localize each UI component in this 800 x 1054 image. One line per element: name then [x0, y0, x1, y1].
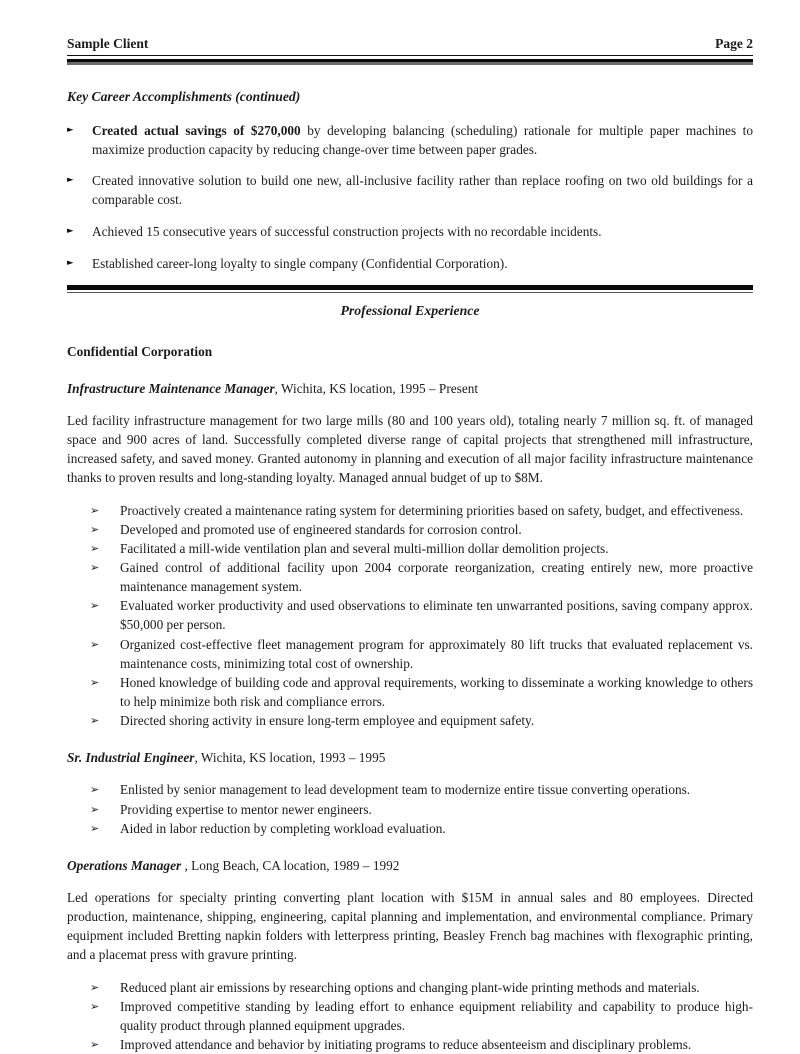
- bullet-text: Providing expertise to mentor newer engineers.: [120, 800, 753, 819]
- list-item: [67, 171, 753, 209]
- list-item: [67, 780, 753, 799]
- arrowhead-bullet-icon: ➢: [90, 711, 120, 730]
- list-item: [67, 673, 753, 711]
- bullet-text: Evaluated worker productivity and used observations to eliminate ten unwarranted positions, saving company approx. $50,000 per person.: [120, 596, 753, 634]
- list-item: [67, 711, 753, 730]
- role-meta: , Wichita, KS location, 1995 – Present: [275, 381, 478, 396]
- list-item: [67, 558, 753, 596]
- bullet-text: Improved attendance and behavior by initiating programs to reduce absenteeism and disciplinary problems.: [120, 1035, 753, 1054]
- arrowhead-bullet-icon: ➢: [90, 673, 120, 711]
- arrowhead-bullet-icon: ➢: [90, 978, 120, 997]
- bullet-bold-lead: Created actual savings of $270,000: [92, 123, 301, 138]
- bullet-text: Gained control of additional facility upon 2004 corporate reorganization, creating entirely new, more proactive maintenance management system.: [120, 558, 753, 596]
- arrowhead-bullet-icon: ➢: [90, 539, 120, 558]
- triangle-bullet-icon: ►: [67, 121, 92, 159]
- role-bullet-list: [67, 978, 753, 1054]
- bullet-text: Honed knowledge of building code and approval requirements, working to disseminate a working knowledge to others to help minimize both risk and compliance errors.: [120, 673, 753, 711]
- header-page-number: Page 2: [715, 34, 753, 53]
- bullet-text: Developed and promoted use of engineered standards for corrosion control.: [120, 520, 753, 539]
- role-summary: Led facility infrastructure management for two large mills (80 and 100 years old), totaling nearly 7 million sq. ft. of managed space and 900 acres of land. Successfully completed diverse range of capital projects that strengthened mill infrastructure, increased safety, and saved money. Granted autonomy in planning and execution of all major facility infrastructure maintenance thanks to proven results and long-standing loyalty. Managed annual budget of up to $8M.: [67, 411, 753, 488]
- section-separator: [67, 285, 753, 293]
- role-title: Infrastructure Maintenance Manager: [67, 381, 275, 396]
- bullet-text: Improved competitive standing by leading effort to enhance equipment reliability and capability to produce high-quality product through planned equipment upgrades.: [120, 997, 753, 1035]
- arrowhead-bullet-icon: ➢: [90, 635, 120, 673]
- list-item: [67, 121, 753, 159]
- header-rule-thin: [67, 55, 753, 56]
- arrowhead-bullet-icon: ➢: [90, 520, 120, 539]
- list-item: [67, 800, 753, 819]
- bullet-text: Created innovative solution to build one new, all-inclusive facility rather than replace roofing on two old buildings for a comparable cost.: [92, 171, 753, 209]
- bullet-text: Achieved 15 consecutive years of successful construction projects with no recordable incidents.: [92, 222, 753, 241]
- accomplishments-list: [67, 121, 753, 273]
- list-item: [67, 539, 753, 558]
- bullet-rest: by developing balancing (scheduling) rationale for multiple paper machines to maximize production capacity by reducing change-over time between paper grades.: [92, 123, 753, 157]
- arrowhead-bullet-icon: ➢: [90, 501, 120, 520]
- role-title: Sr. Industrial Engineer: [67, 750, 194, 765]
- header-rule-thick: [67, 59, 753, 65]
- role-heading: [67, 856, 753, 875]
- arrowhead-bullet-icon: ➢: [90, 780, 120, 799]
- role-bullet-list: [67, 780, 753, 837]
- triangle-bullet-icon: ►: [67, 254, 92, 273]
- role-summary: Led operations for specialty printing converting plant location with $15M in annual sales and 80 employees. Directed production, maintenance, shipping, engineering, capital planning and implementation, and environmental compliance. Primary equipment included Bretting napkin folders with letterpress printing, Beasley French bag machines with flexographic printing, and a placemat press with gravure printing.: [67, 888, 753, 965]
- bullet-text: Facilitated a mill-wide ventilation plan and several multi-million dollar demolition projects.: [120, 539, 753, 558]
- role-bullet-list: [67, 501, 753, 731]
- arrowhead-bullet-icon: ➢: [90, 596, 120, 634]
- list-item: [67, 520, 753, 539]
- arrowhead-bullet-icon: ➢: [90, 558, 120, 596]
- company-name: Confidential Corporation: [67, 342, 753, 361]
- experience-heading: Professional Experience: [67, 301, 753, 321]
- bullet-text: Aided in labor reduction by completing workload evaluation.: [120, 819, 753, 838]
- list-item: [67, 596, 753, 634]
- arrowhead-bullet-icon: ➢: [90, 819, 120, 838]
- list-item: [67, 222, 753, 241]
- triangle-bullet-icon: ►: [67, 171, 92, 209]
- bullet-text: [92, 121, 753, 159]
- separator-thick-rule: [67, 285, 753, 290]
- role-heading: [67, 379, 753, 398]
- page-header: [67, 34, 753, 53]
- bullet-text: Directed shoring activity in ensure long-term employee and equipment safety.: [120, 711, 753, 730]
- arrowhead-bullet-icon: ➢: [90, 997, 120, 1035]
- list-item: [67, 501, 753, 520]
- accomplishments-heading: Key Career Accomplishments (continued): [67, 87, 753, 107]
- list-item: [67, 978, 753, 997]
- list-item: [67, 635, 753, 673]
- bullet-text: Proactively created a maintenance rating system for determining priorities based on safety, budget, and effectiveness.: [120, 501, 753, 520]
- role-meta: , Long Beach, CA location, 1989 – 1992: [184, 858, 399, 873]
- bullet-text: Enlisted by senior management to lead development team to modernize entire tissue converting operations.: [120, 780, 753, 799]
- role-heading: [67, 748, 753, 767]
- bullet-text: Organized cost-effective fleet management program for approximately 80 lift trucks that evaluated replacement vs. maintenance costs, minimizing total cost of ownership.: [120, 635, 753, 673]
- bullet-text: Reduced plant air emissions by researching options and changing plant-wide printing methods and materials.: [120, 978, 753, 997]
- arrowhead-bullet-icon: ➢: [90, 1035, 120, 1054]
- list-item: [67, 254, 753, 273]
- role-meta: , Wichita, KS location, 1993 – 1995: [194, 750, 385, 765]
- triangle-bullet-icon: ►: [67, 222, 92, 241]
- list-item: [67, 997, 753, 1035]
- list-item: [67, 819, 753, 838]
- arrowhead-bullet-icon: ➢: [90, 800, 120, 819]
- header-client-name: Sample Client: [67, 34, 148, 53]
- list-item: [67, 1035, 753, 1054]
- role-title: Operations Manager: [67, 858, 184, 873]
- bullet-text: Established career-long loyalty to single company (Confidential Corporation).: [92, 254, 753, 273]
- separator-thin-rule: [67, 292, 753, 293]
